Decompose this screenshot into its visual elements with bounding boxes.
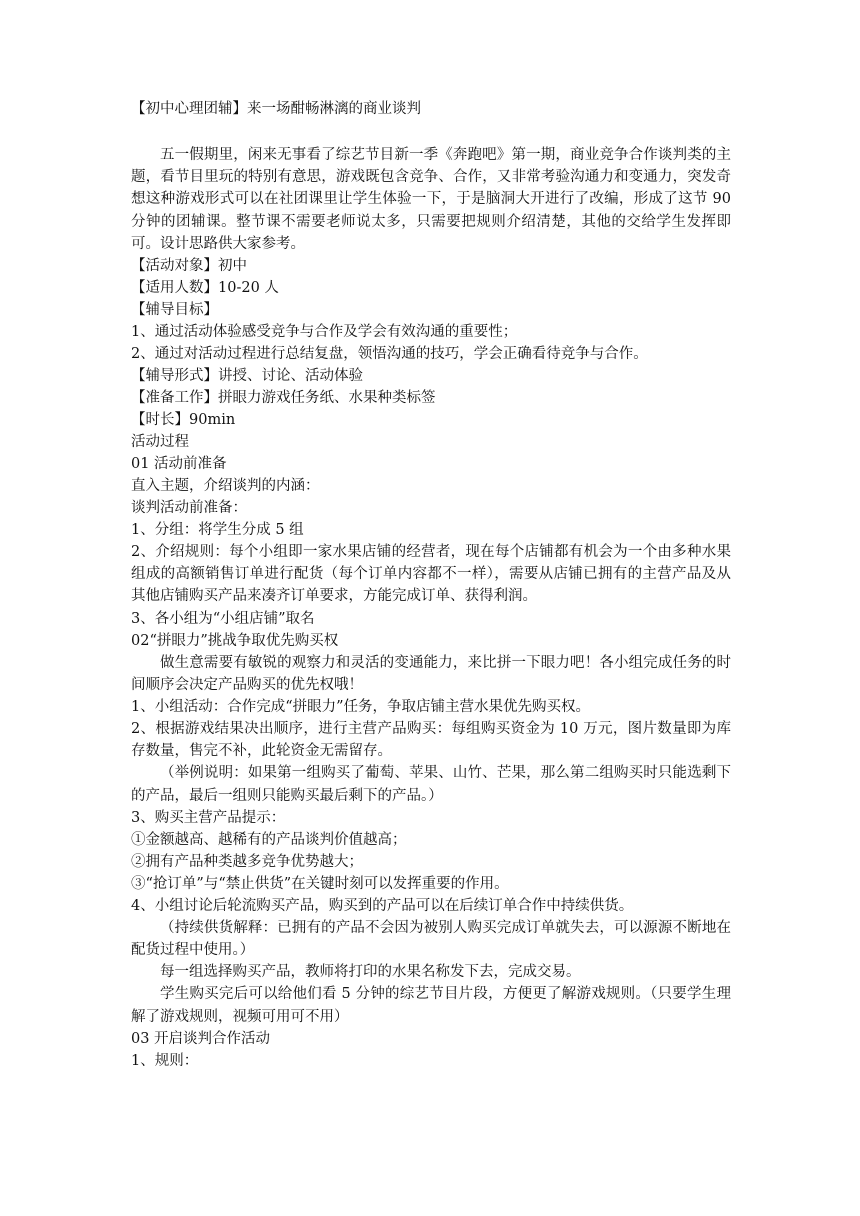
spacer bbox=[131, 120, 731, 144]
info-size: 【适用人数】10-20 人 bbox=[131, 280, 279, 297]
document-body bbox=[131, 98, 731, 1072]
document-title: 【初中心理团辅】来一场酣畅淋漓的商业谈判 bbox=[131, 101, 421, 117]
section-1-item-3: 3、各小组为“小组店铺”取名 bbox=[131, 610, 315, 627]
section-2-paragraph-1: 做生意需要有敏锐的观察力和灵活的变通能力，来比拼一下眼力吧！各小组完成任务的时间顺序会决定产品购买的优先权哦！ bbox=[131, 654, 731, 693]
process-heading: 活动过程 bbox=[131, 434, 189, 451]
section-3-title: 03 开启谈判合作活动 bbox=[131, 1030, 271, 1047]
goal-item-2: 2、通过对活动过程进行总结复盘，领悟沟通的技巧，学会正确看待竞争与合作。 bbox=[131, 346, 648, 363]
section-2-paragraph-2: 每一组选择购买产品，教师将打印的水果名称发下去，完成交易。 bbox=[160, 964, 581, 981]
section-2-note: （持续供货解释：已拥有的产品不会因为被别人购买完成订单就失去，可以源源不断地在配货过程中使用。） bbox=[131, 919, 731, 959]
section-2-item-3: 3、购买主营产品提示： bbox=[131, 809, 286, 826]
section-1-title: 01 活动前准备 bbox=[131, 456, 227, 473]
section-2-item-4: 4、小组讨论后轮流购买产品，购买到的产品可以在后续订单合作中持续供货。 bbox=[131, 897, 634, 914]
section-1-line-2: 谈判活动前准备： bbox=[131, 500, 247, 517]
goals-heading: 【辅导目标】 bbox=[131, 302, 218, 319]
section-2-example: （举例说明：如果第一组购买了葡萄、苹果、山竹、芒果，那么第二组购买时只能选剩下的产品，最后一组则只能购买最后剩下的产品。） bbox=[131, 765, 731, 804]
section-2-tip-1: ①金额越高、越稀有的产品谈判价值越高； bbox=[131, 831, 407, 848]
section-3-item-1: 1、规则： bbox=[131, 1052, 199, 1069]
section-2-title: 02“拼眼力”挑战争取优先购买权 bbox=[131, 632, 339, 649]
section-1-line-1: 直入主题，介绍谈判的内涵： bbox=[131, 478, 320, 495]
section-2-tip-3: ③“抢订单”与“禁止供货”在关键时刻可以发挥重要的作用。 bbox=[131, 875, 509, 892]
info-target: 【活动对象】初中 bbox=[131, 258, 247, 275]
intro-paragraph: 五一假期里，闲来无事看了综艺节目新一季《奔跑吧》第一期，商业竞争合作谈判类的主题，看节目里玩的特别有意思，游戏既包含竞争、合作，又非常考验沟通力和变通力，突发奇想这种游戏形式可以在社团课里让学生体验一下，于是脑洞大开进行了改编，形成了这节 90 分钟的团辅课。整节课不需要老师说太多，只需要把规则介绍清楚，其他的交给学生发挥即可。设计思路供大家参考。 bbox=[131, 147, 731, 252]
info-duration: 【时长】90min bbox=[131, 412, 236, 429]
info-prep: 【准备工作】拼眼力游戏任务纸、水果种类标签 bbox=[131, 390, 436, 407]
section-2-item-1: 1、小组活动：合作完成“拼眼力”任务，争取店铺主营水果优先购买权。 bbox=[131, 699, 591, 716]
section-1-item-2: 2、介绍规则：每个小组即一家水果店铺的经营者，现在每个店铺都有机会为一个由多种水果组成的高额销售订单进行配货（每个订单内容都不一样），需要从店铺已拥有的主营产品及从其他店铺购买产品来凑齐订单要求，方能完成订单、获得利润。 bbox=[131, 544, 731, 605]
section-2-item-2: 2、根据游戏结果决出顺序，进行主营产品购买：每组购买资金为 10 万元，图片数量即为库存数量，售完不补，此轮资金无需留存。 bbox=[131, 721, 731, 760]
goal-item-1: 1、通过活动体验感受竞争与合作及学会有效沟通的重要性； bbox=[131, 324, 518, 341]
section-2-tip-2: ②拥有产品种类越多竞争优势越大； bbox=[131, 853, 363, 870]
section-1-item-1: 1、分组：将学生分成 5 组 bbox=[131, 522, 304, 539]
section-2-paragraph-3: 学生购买完后可以给他们看 5 分钟的综艺节目片段，方便更了解游戏规则。（只要学生理解了游戏规则，视频可用可不用） bbox=[131, 986, 731, 1025]
info-form: 【辅导形式】讲授、讨论、活动体验 bbox=[131, 368, 363, 385]
